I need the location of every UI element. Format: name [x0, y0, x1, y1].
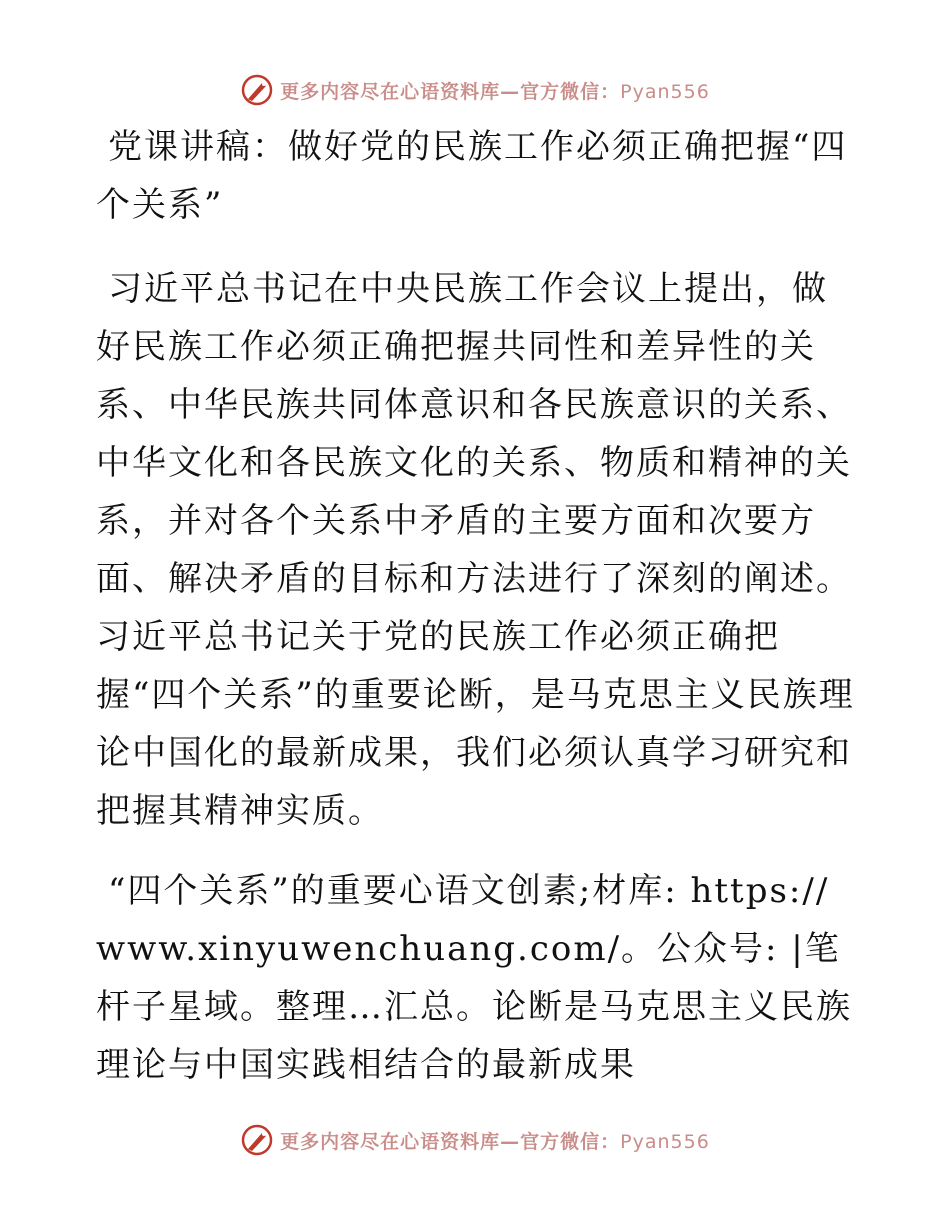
pen-logo-icon	[240, 73, 274, 107]
footer-watermark	[0, 1120, 950, 1160]
paragraph-1: 习近平总书记在中央民族工作会议上提出，做好民族工作必须正确把握共同性和差异性的关系、中华民族共同体意识和各民族意识的关系、中华文化和各民族文化的关系、物质和精神的关系，并对各个关系中矛盾的主要方面和次要方面、解决矛盾的目标和方法进行了深刻的阐述。习近平总书记关于党的民族工作必须正确把握“四个关系”的重要论断，是马克思主义民族理论中国化的最新成果，我们必须认真学习研究和把握其精神实质。	[96, 269, 855, 831]
document-title: 党课讲稿：做好党的民族工作必须正确把握“四个关系”	[96, 127, 848, 225]
document-body	[96, 118, 856, 1094]
header-watermark	[0, 70, 950, 110]
watermark-text: 更多内容尽在心语资料库—官方微信：Pyan556	[280, 1130, 710, 1153]
paragraph-2: “四个关系”的重要心语文创素;材库: https://www.xinyuwenchuang.com/。公众号: |笔杆子星域。整理…汇总。论断是马克思主义民族理论与中国实践相结合的最新成果	[96, 871, 852, 1085]
watermark-text: 更多内容尽在心语资料库—官方微信：Pyan556	[280, 80, 710, 103]
pen-logo-icon	[240, 1123, 274, 1157]
